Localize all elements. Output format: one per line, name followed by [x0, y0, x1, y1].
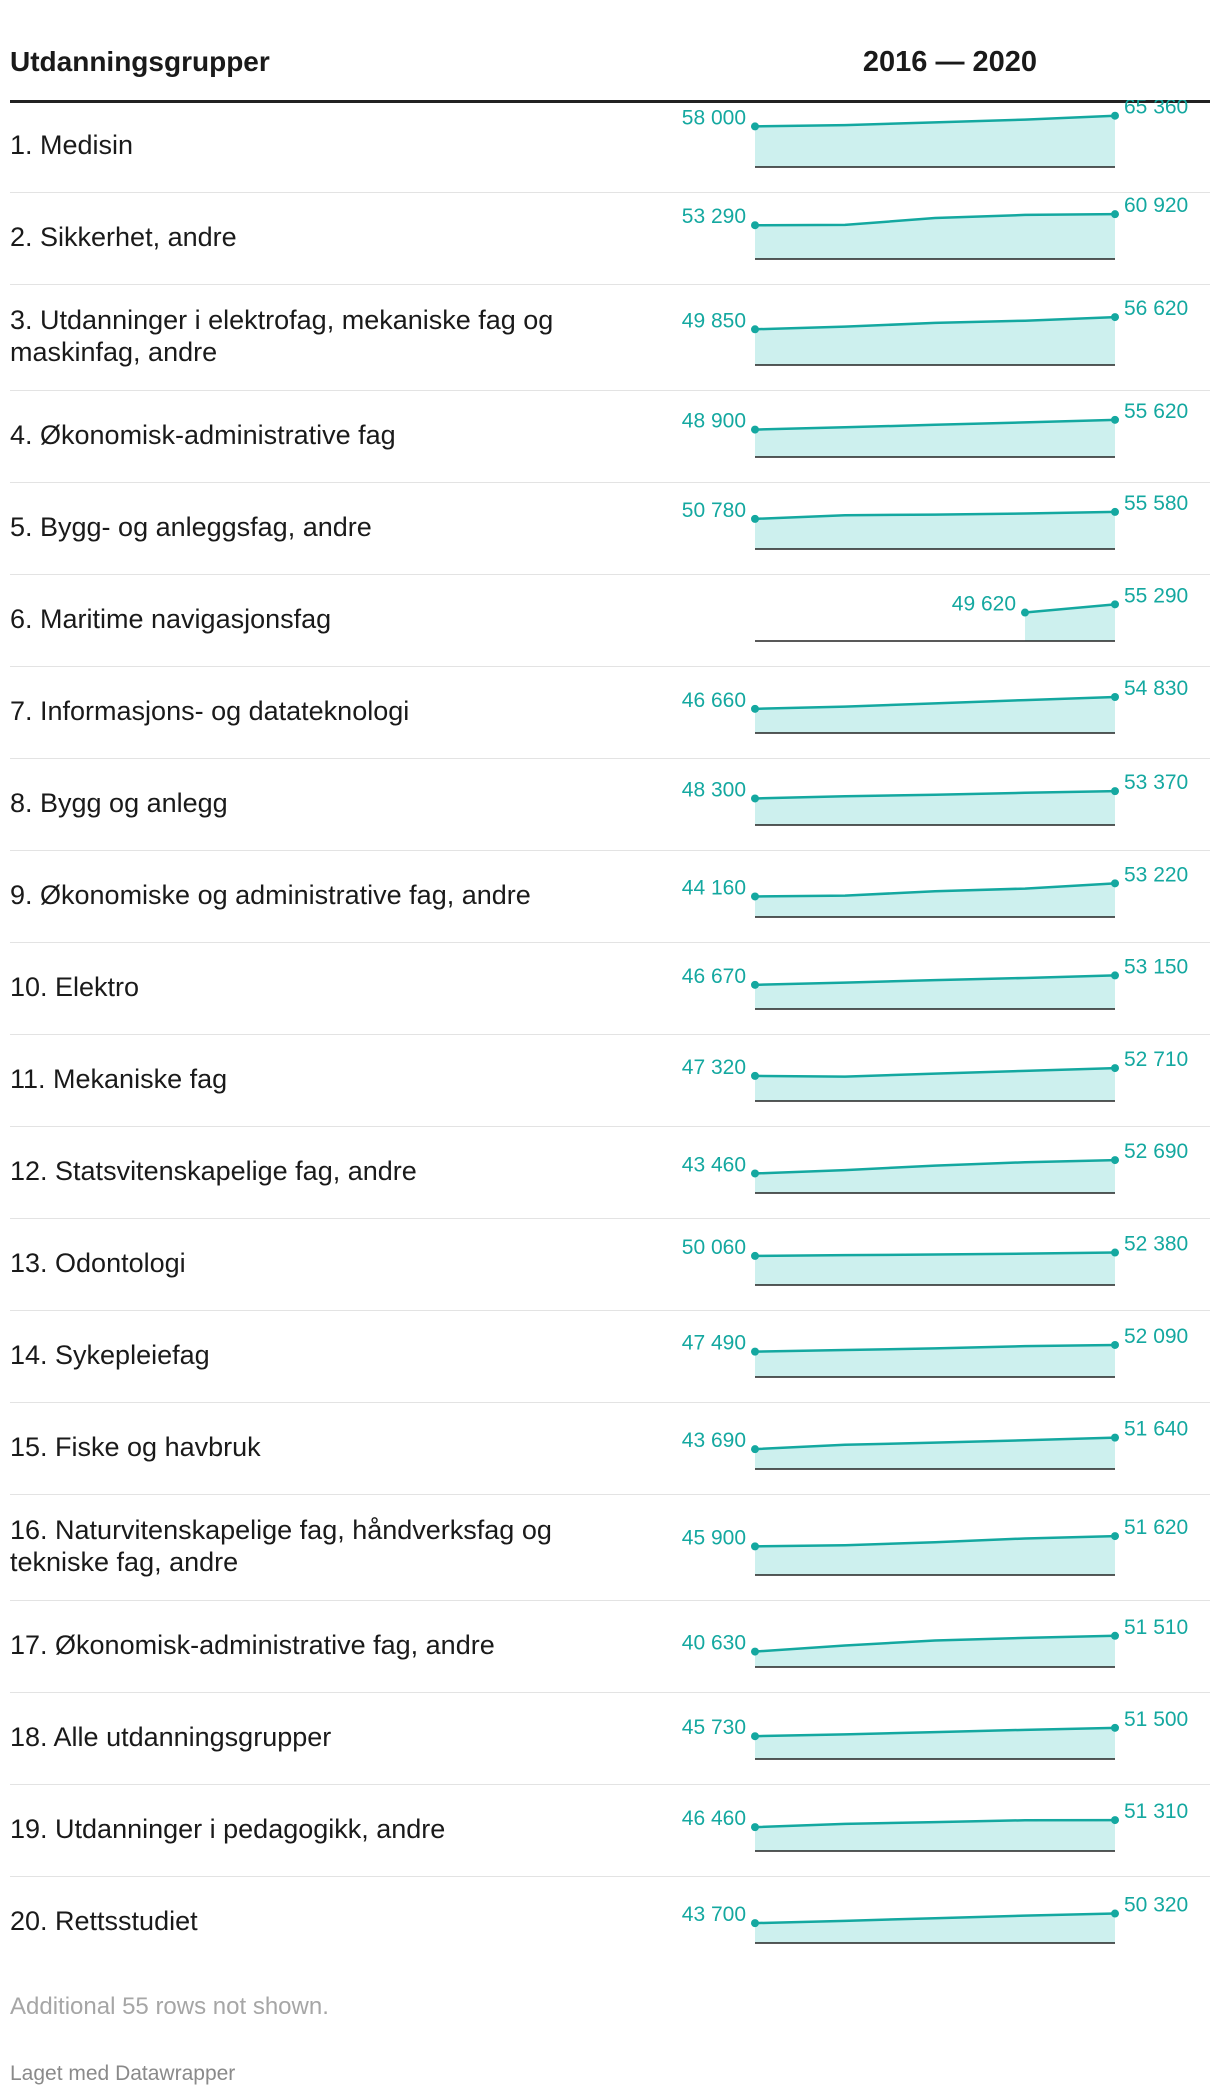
row-label: 6. Maritime navigasjonsfag [10, 604, 332, 634]
sparkline-end-point [1111, 1434, 1119, 1442]
sparkline [10, 390, 1210, 482]
first-value-label: 50 780 [681, 498, 746, 522]
sparkline-end-point [1111, 1064, 1119, 1072]
sparkline [10, 1034, 1210, 1126]
last-value-label: 52 690 [1124, 1140, 1189, 1164]
sparkline-area [755, 1253, 1115, 1285]
table-row [10, 1218, 1210, 1311]
sparkline-end-point [1111, 693, 1119, 701]
sparkline-area [755, 317, 1115, 365]
sparkline [10, 192, 1210, 284]
sparkline [10, 1784, 1210, 1876]
sparkline-end-point [1111, 1724, 1119, 1732]
sparkline [10, 1600, 1210, 1692]
first-value-label: 48 300 [681, 778, 746, 802]
sparkline-end-point [1111, 1249, 1119, 1257]
row-label: 11. Mekaniske fag [10, 1064, 228, 1094]
sparkline-start-point [751, 1542, 759, 1550]
sparkline [10, 1218, 1210, 1310]
first-value-label: 46 660 [681, 688, 746, 712]
last-value-label: 54 830 [1124, 676, 1189, 700]
row-label: 18. Alle utdanningsgrupper [10, 1722, 332, 1752]
sparkline-end-point [1111, 971, 1119, 979]
last-value-label: 51 500 [1124, 1707, 1189, 1731]
sparkline-start-point [751, 1732, 759, 1740]
row-label: 15. Fiske og havbruk [10, 1432, 261, 1462]
table-row [10, 284, 1210, 391]
sparkline-end-point [1111, 1532, 1119, 1540]
sparkline-end-point [1111, 210, 1119, 218]
sparkline-start-point [751, 1445, 759, 1453]
sparkline-end-point [1111, 1632, 1119, 1640]
sparkline-start-point [751, 981, 759, 989]
first-value-label: 43 460 [681, 1153, 746, 1177]
table-row [10, 574, 1210, 667]
sparkline-start-point [751, 705, 759, 713]
last-value-label: 52 090 [1124, 1324, 1189, 1348]
last-value-label: 55 290 [1124, 584, 1189, 608]
last-value-label: 65 360 [1124, 100, 1189, 119]
sparkline [10, 942, 1210, 1034]
last-value-label: 53 150 [1124, 955, 1189, 979]
sparkline-end-point [1111, 1816, 1119, 1824]
sparkline-end-point [1111, 600, 1119, 608]
sparkline-end-point [1111, 313, 1119, 321]
sparkline-start-point [751, 892, 759, 900]
table-row [10, 1692, 1210, 1785]
last-value-label: 51 640 [1124, 1417, 1189, 1441]
table-row [10, 1876, 1210, 1968]
sparkline-start-point [751, 122, 759, 130]
row-label: 9. Økonomiske og administrative fag, andre [10, 880, 531, 910]
last-value-label: 51 310 [1124, 1800, 1189, 1824]
sparkline [10, 758, 1210, 850]
last-value-label: 52 710 [1124, 1048, 1189, 1072]
first-value-label: 48 900 [681, 409, 746, 433]
first-value-label: 44 160 [681, 876, 746, 900]
row-label: 3. Utdanninger i elektrofag, mekaniske fag og maskinfag, andre [10, 305, 554, 367]
sparkline [10, 1402, 1210, 1494]
row-label: 10. Elektro [10, 972, 140, 1002]
sparkline-start-point [751, 794, 759, 802]
sparkline [10, 574, 1210, 666]
row-label: 2. Sikkerhet, andre [10, 222, 237, 252]
sparkline-area [1025, 604, 1115, 641]
sparkline [10, 1126, 1210, 1218]
last-value-label: 53 220 [1124, 863, 1189, 887]
row-label: 13. Odontologi [10, 1248, 186, 1278]
last-value-label: 51 620 [1124, 1516, 1189, 1540]
sparkline-end-point [1111, 787, 1119, 795]
table-row [10, 1034, 1210, 1127]
sparkline-start-point [751, 221, 759, 229]
table-row [10, 1126, 1210, 1219]
table-row [10, 100, 1210, 193]
sparkline-start-point [751, 1252, 759, 1260]
first-value-label: 43 690 [681, 1429, 746, 1453]
row-label: 8. Bygg og anlegg [10, 788, 228, 818]
sparkline [10, 100, 1210, 192]
sparkline [10, 1876, 1210, 1968]
sparkline-start-point [751, 1919, 759, 1927]
row-label: 20. Rettsstudiet [10, 1906, 198, 1936]
sparkline-start-point [751, 1072, 759, 1080]
last-value-label: 52 380 [1124, 1232, 1189, 1256]
first-value-label: 58 000 [681, 106, 746, 130]
sparkline-start-point [751, 1648, 759, 1656]
table-row [10, 482, 1210, 575]
sparkline-end-point [1111, 1910, 1119, 1918]
last-value-label: 60 920 [1124, 194, 1189, 218]
sparkline-area [755, 214, 1115, 259]
sparkline-start-point [751, 426, 759, 434]
table-row [10, 758, 1210, 851]
sparkline-end-point [1111, 112, 1119, 120]
last-value-label: 50 320 [1124, 1893, 1189, 1917]
table-row [10, 1310, 1210, 1403]
row-label: 1. Medisin [10, 130, 134, 160]
sparkline [10, 1494, 1210, 1600]
column-header-label: Utdanningsgrupper [10, 46, 270, 77]
first-value-label: 47 490 [681, 1331, 746, 1355]
column-header-range: 2016 — 2020 [862, 46, 1038, 78]
first-value-label: 53 290 [681, 205, 746, 229]
first-value-label: 46 460 [681, 1807, 746, 1831]
table-row [10, 666, 1210, 759]
table-row [10, 1494, 1210, 1601]
sparkline [10, 1310, 1210, 1402]
sparkline [10, 284, 1210, 390]
last-value-label: 55 620 [1124, 399, 1189, 423]
first-value-label: 50 060 [681, 1235, 746, 1259]
last-value-label: 56 620 [1124, 297, 1189, 321]
sparkline-end-point [1111, 416, 1119, 424]
sparkline [10, 850, 1210, 942]
sparkline-end-point [1111, 1156, 1119, 1164]
datawrapper-credit: Laget med Datawrapper [10, 2062, 236, 2085]
table-row [10, 1600, 1210, 1693]
sparkline-end-point [1111, 508, 1119, 516]
first-value-label: 43 700 [681, 1903, 746, 1927]
sparkline-end-point [1111, 1341, 1119, 1349]
last-value-label: 51 510 [1124, 1615, 1189, 1639]
row-label: 7. Informasjons- og datateknologi [10, 696, 410, 726]
sparkline-start-point [1021, 609, 1029, 617]
last-value-label: 55 580 [1124, 491, 1189, 515]
first-value-label: 40 630 [681, 1631, 746, 1655]
row-label: 5. Bygg- og anleggsfag, andre [10, 512, 372, 542]
first-value-label: 45 730 [681, 1716, 746, 1740]
table-row [10, 850, 1210, 943]
sparkline-end-point [1111, 879, 1119, 887]
sparkline [10, 482, 1210, 574]
first-value-label: 49 850 [681, 309, 746, 333]
first-value-label: 45 900 [681, 1526, 746, 1550]
sparkline-start-point [751, 1169, 759, 1177]
table-row [10, 942, 1210, 1035]
sparkline [10, 666, 1210, 758]
sparkline-start-point [751, 1823, 759, 1831]
table-row [10, 390, 1210, 483]
sparkline-area [755, 883, 1115, 917]
last-value-label: 53 370 [1124, 771, 1189, 795]
first-value-label: 49 620 [951, 592, 1016, 616]
rows-not-shown-note: Additional 55 rows not shown. [10, 1993, 329, 2020]
first-value-label: 47 320 [681, 1055, 746, 1079]
row-label: 14. Sykepleiefag [10, 1340, 210, 1370]
table-row [10, 1784, 1210, 1877]
row-label: 4. Økonomisk-administrative fag [10, 420, 396, 450]
table-header [10, 40, 1210, 103]
row-label: 16. Naturvitenskapelige fag, håndverksfag og tekniske fag, andre [10, 1515, 552, 1577]
first-value-label: 46 670 [681, 964, 746, 988]
sparkline-start-point [751, 325, 759, 333]
sparkline [10, 1692, 1210, 1784]
table-row [10, 192, 1210, 285]
row-label: 17. Økonomisk-administrative fag, andre [10, 1630, 495, 1660]
sparkline-start-point [751, 515, 759, 523]
sparkline-start-point [751, 1348, 759, 1356]
row-label: 12. Statsvitenskapelige fag, andre [10, 1156, 417, 1186]
table-row [10, 1402, 1210, 1495]
row-label: 19. Utdanninger i pedagogikk, andre [10, 1814, 446, 1844]
